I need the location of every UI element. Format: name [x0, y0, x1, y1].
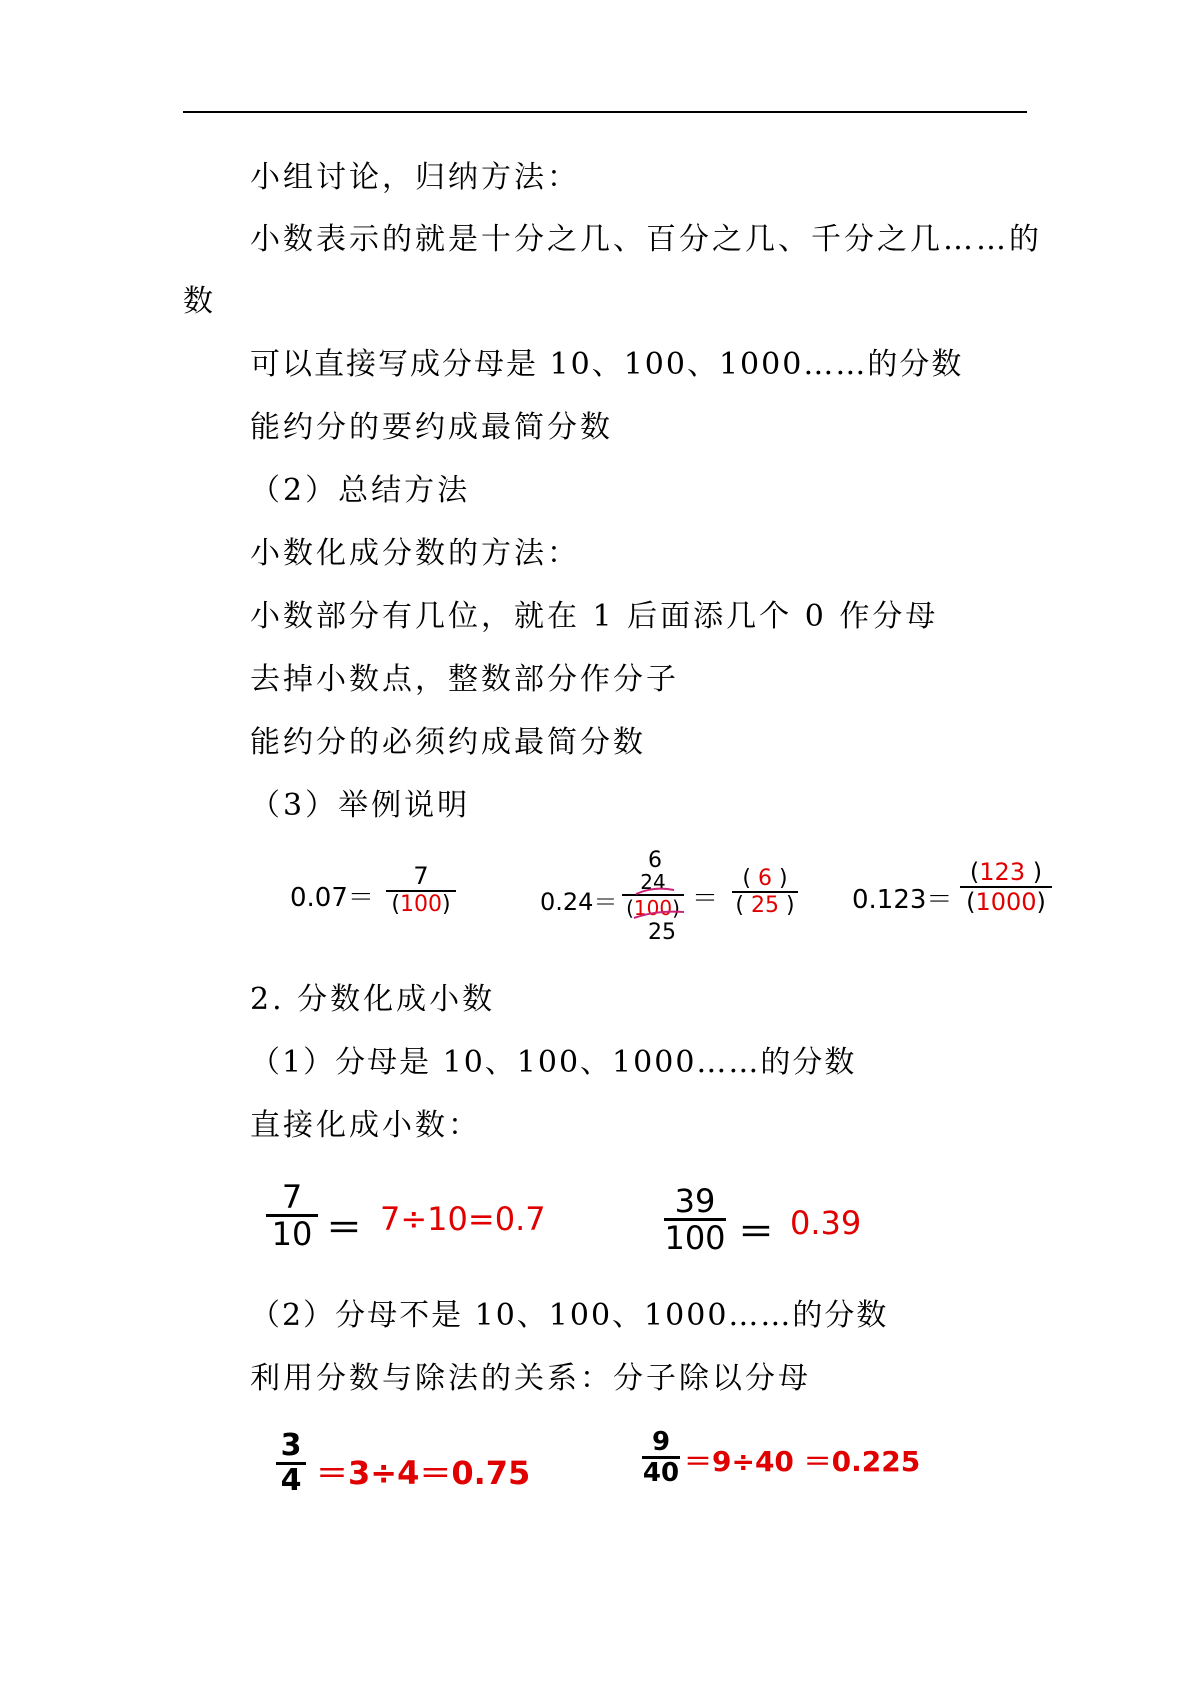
equals-sign: ＝: [326, 1208, 363, 1249]
fraction: [664, 1184, 726, 1255]
example-lhs: 0.07＝: [290, 883, 374, 913]
reduction-note-top: 6: [648, 848, 662, 873]
fraction: [732, 866, 798, 918]
paragraph: 小数化成分数的方法：: [250, 536, 580, 571]
denominator: (100): [626, 896, 680, 920]
paragraph: 直接化成小数：: [250, 1108, 481, 1143]
paragraph: 可以直接写成分母是 10、100、1000……的分数: [250, 347, 964, 382]
example-lhs: 0.24＝: [540, 888, 618, 916]
numerator: (123 ): [969, 858, 1043, 886]
paragraph: 能约分的要约成最简分数: [250, 410, 613, 445]
example-lhs: 0.123＝: [852, 885, 953, 915]
fraction: [642, 1428, 680, 1487]
fraction: [276, 1430, 306, 1497]
numerator: ( 6 ): [742, 866, 788, 891]
paragraph: 数: [183, 284, 216, 319]
reduction-note-bottom: 25: [648, 920, 676, 945]
denominator: (1000): [966, 888, 1046, 916]
numerator: 24: [640, 870, 666, 894]
fraction: [960, 858, 1052, 916]
section-heading: （3）举例说明: [250, 788, 471, 823]
numerator: 3: [280, 1428, 302, 1463]
denominator: 10: [271, 1215, 313, 1253]
paragraph: 能约分的必须约成最简分数: [250, 725, 646, 760]
denominator: 100: [664, 1219, 726, 1257]
numerator: 7: [281, 1178, 303, 1216]
numerator: 7: [413, 862, 429, 890]
paragraph: 小组讨论，归纳方法：: [250, 160, 580, 195]
denominator: (100): [391, 892, 451, 917]
answer: 0.39: [790, 1204, 862, 1242]
strike-marks: [630, 876, 690, 926]
equals-sign: ＝: [692, 884, 719, 914]
answer: ＝9÷40 ＝0.225: [684, 1445, 921, 1478]
denominator: ( 25 ): [735, 893, 795, 918]
denominator: 4: [280, 1463, 302, 1498]
paragraph: 利用分数与除法的关系：分子除以分母: [250, 1361, 811, 1396]
header-rule: [183, 111, 1027, 113]
equals-sign: ＝: [738, 1212, 775, 1253]
paragraph: 小数表示的就是十分之几、百分之几、千分之几……的: [250, 222, 1042, 257]
section-heading: （2）总结方法: [250, 473, 471, 508]
fraction: [266, 1180, 318, 1251]
section-heading: （2）分母不是 10、100、1000……的分数: [250, 1298, 889, 1333]
denominator: 40: [642, 1458, 680, 1488]
answer: 7÷10=0.7: [380, 1200, 546, 1238]
paragraph: （1）分母是 10、100、1000……的分数: [250, 1045, 857, 1080]
paragraph: 去掉小数点，整数部分作分子: [250, 662, 679, 697]
paragraph: 小数部分有几位，就在 1 后面添几个 0 作分母: [250, 599, 939, 634]
numerator: 39: [674, 1182, 716, 1220]
fraction: [386, 862, 456, 917]
numerator: 9: [651, 1427, 671, 1457]
section-heading: 2. 分数化成小数: [250, 982, 496, 1017]
answer: ＝3÷4＝0.75: [316, 1454, 531, 1492]
